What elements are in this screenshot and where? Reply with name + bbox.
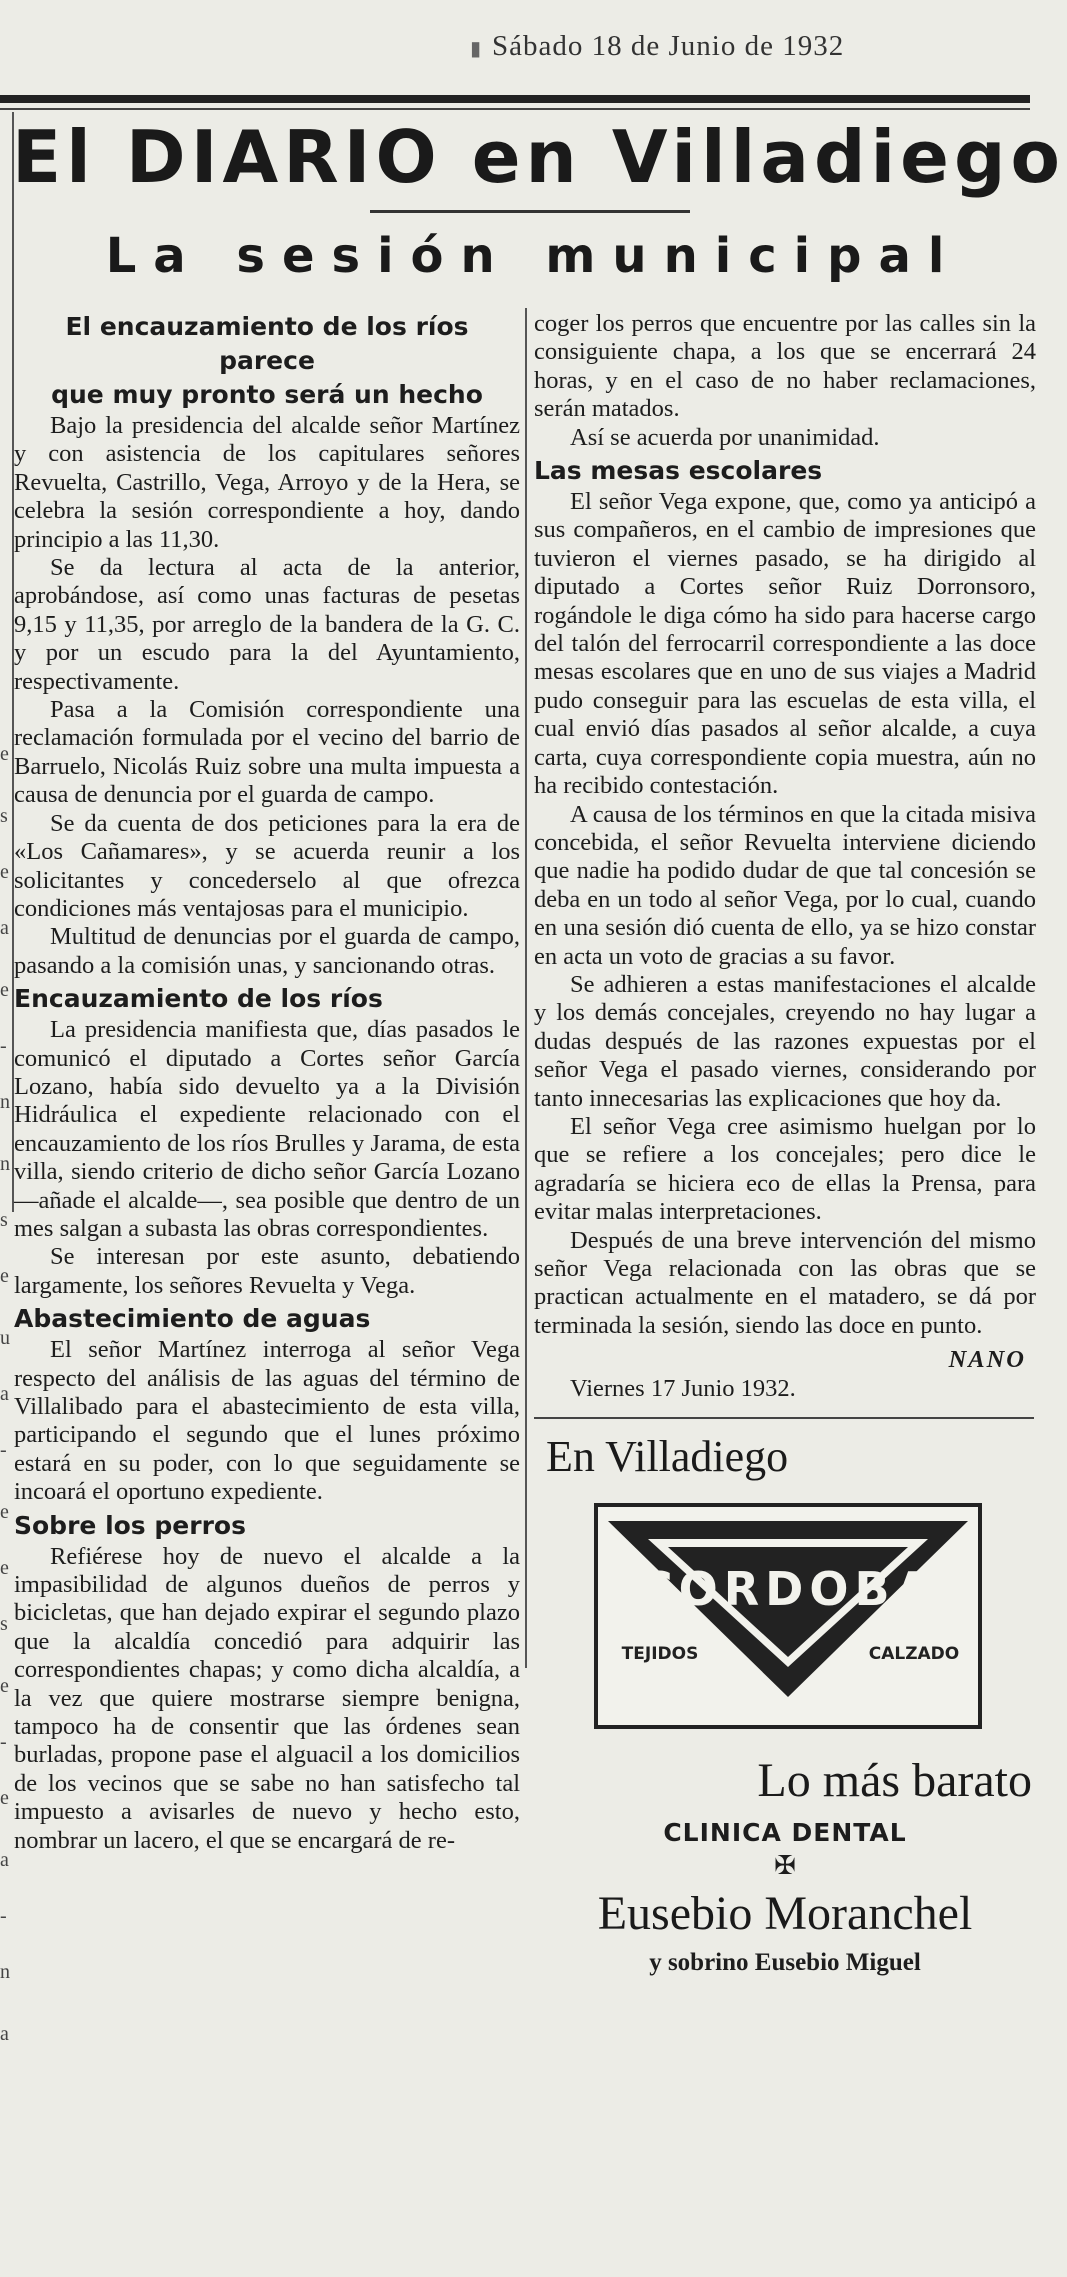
paragraph: El señor Martínez interroga al señor Vega respecto del análisis de las aguas del término de Villalibado para el abastecimiento de esta villa, participando el segundo que el lunes próximo estará en su poder, con lo que seguidamente se incoará el oportuno expediente. <box>14 1336 520 1506</box>
paragraph: Se da lectura al acta de la anterior, aprobándose, así como unas facturas de pesetas 9,15 y 11,35, por arreglo de la bandera de la G. C. y por un escudo para la del Ayuntamiento, respectivamente. <box>14 554 520 695</box>
paragraph: A causa de los términos en que la citada misiva concebida, el señor Revuelta interviene diciendo que nadie ha podido dudar de que tal concesión se deba en un todo al señor Vega, por lo cual, cuando en una sesión dió cuenta de ello, ya se hizo constar en acta un voto de gracias a su favor. <box>534 800 1036 970</box>
paragraph: coger los perros que encuentre por las calles sin la consiguiente chapa, a los que se encerrará 24 horas, y en el caso de no haber reclamaciones, serán matados. <box>534 310 1036 423</box>
paragraph: Bajo la presidencia del alcalde señor Martínez y con asistencia de los capitulares señores Revuelta, Castrillo, Vega, Arroyo y de la Hera, se celebra la sesión correspondiente a hoy, dando principio a las 11,30. <box>14 412 520 553</box>
margin-letter: a <box>0 1849 9 1871</box>
lead-headline <box>14 310 520 412</box>
ad-villadiego-title: En Villadiego <box>546 1432 789 1482</box>
paragraph: Multitud de denuncias por el guarda de campo, pasando a la comisión unas, y sancionando otras. <box>14 923 520 979</box>
masthead-rule <box>370 210 690 213</box>
ad-clinica-dental: CLINICA DENTAL <box>663 1818 907 1848</box>
margin-letter: s <box>0 805 8 827</box>
paragraph: Refiérese hoy de nuevo el alcalde a la impasibilidad de algunos dueños de perros y bicicletas, que han dejado expirar el segundo plazo que la alcaldía concedió para adquirir las correspondientes chapas; y como dicha alcaldía, a la vez que quiere mostrarse siempre benigna, tampoco ha de consentir que las órdenes sean burladas, propone pase el alguacil a los domicilios de los vecinos que se sabe no han satisfecho tal impuesto a avisarles de nuevo y hecho esto, nombrar un lacero, el que se encargará de re- <box>14 1542 520 1854</box>
article-date: Viernes 17 Junio 1932. <box>570 1374 796 1402</box>
heading-encauzamiento: Encauzamiento de los ríos <box>14 984 383 1014</box>
paragraph: La presidencia manifiesta que, días pasados le comunicó el diputado a Cortes señor García Lozano, había sido devuelto ya a la División Hidráulica el expediente relacionado con el encauzamiento de los ríos Brulles y Jarama, de esta villa, siendo criterio de dicho señor García Lozano —añade el alcalde—, sea posible que dentro de un mes salgan a subasta las obras correspondientes. <box>14 1016 520 1242</box>
paragraph: Pasa a la Comisión correspondiente una reclamación formulada por el vecino del barrio de Barruelo, Nicolás Ruiz sobre una multa impuesta a causa de denuncia por el guarda de campo. <box>14 696 520 809</box>
margin-letter: e <box>0 1501 9 1523</box>
calzado-label: CALZADO <box>868 1644 960 1665</box>
paragraph: Se da cuenta de dos peticiones para la era de «Los Cañamares», y se acuerda reunir a los solicitantes y concederselo al que ofrezca condiciones más ventajosas para el municipio. <box>14 809 520 922</box>
paragraph: Se adhieren a estas manifestaciones el alcalde y los demás concejales, creyendo no hay lugar a dudas después de las razones expuestas por el señor Vega el pasado viernes, considerando por tanto innecesarias las explicaciones que hoy da. <box>534 970 1036 1112</box>
top-rule-thin <box>0 108 1030 110</box>
margin-letter: - <box>0 1035 7 1057</box>
paragraph: Después de una breve intervención del mismo señor Vega relacionada con las obras que se practican actualmente en el matadero, se dá por terminada la sesión, siendo las doce en punto. <box>534 1226 1036 1339</box>
lead-headline-line-2: que muy pronto será un hecho <box>51 380 483 409</box>
masthead: El DIARIO en Villadiego <box>12 115 1066 199</box>
heading-mesas: Las mesas escolares <box>534 456 823 486</box>
heading-abastecimiento: Abastecimiento de aguas <box>14 1304 371 1334</box>
margin-letter: n <box>0 1153 10 1175</box>
margin-letter: a <box>0 917 9 939</box>
margin-letter: s <box>0 1613 8 1635</box>
cordoba-ad <box>594 1503 982 1729</box>
dateline <box>470 30 1030 63</box>
margin-letters <box>0 740 12 2076</box>
margin-letter: e <box>0 1675 9 1697</box>
margin-letter: - <box>0 1731 7 1753</box>
margin-letter: - <box>0 1439 7 1461</box>
margin-letter: - <box>0 1905 7 1927</box>
margin-letter: a <box>0 1383 9 1405</box>
paragraph: Así se acuerda por unanimidad. <box>570 423 880 451</box>
margin-letter: e <box>0 979 9 1001</box>
lead-headline-line-1: El encauzamiento de los ríos parece <box>65 312 469 375</box>
margin-letter: e <box>0 743 9 765</box>
margin-letter: u <box>0 1327 10 1349</box>
cordoba-logo-icon <box>598 1507 978 1725</box>
section-title: La sesión municipal <box>105 228 962 284</box>
margin-letter: s <box>0 1209 8 1231</box>
paragraph: Se interesan por este asunto, debatiendo largamente, los señores Revuelta y Vega. <box>14 1243 520 1299</box>
top-rule <box>0 95 1030 103</box>
ad-dentist-name: Eusebio Moranchel <box>597 1887 973 1941</box>
margin-letter: e <box>0 861 9 883</box>
margin-letter: n <box>0 1961 10 1983</box>
ad-divider <box>534 1417 1034 1419</box>
paragraph: El señor Vega cree asimismo huelgan por lo que se refiere a los concejales; pero dice le agradaría se hiciera eco de ellas la Prensa, para evitar malas interpretaciones. <box>534 1112 1036 1226</box>
margin-letter: e <box>0 1265 9 1287</box>
tejidos-label: TEJIDOS <box>621 1644 699 1665</box>
margin-letter: n <box>0 1091 10 1113</box>
heading-perros: Sobre los perros <box>14 1510 246 1540</box>
dental-mark-icon: ✠ <box>774 1851 796 1881</box>
ad-dentist-sub: y sobrino Eusebio Miguel <box>649 1949 921 1977</box>
left-column <box>14 310 520 1855</box>
column-divider <box>525 308 527 1668</box>
margin-letter: a <box>0 2023 9 2045</box>
page-mark-icon: ▮ <box>470 36 483 60</box>
cordoba-logo-text: CORDOBA <box>638 1562 938 1617</box>
signature: NANO <box>948 1346 1026 1374</box>
paragraph: El señor Vega expone, que, como ya anticipó a sus compañeros, en el cambio de impresiones que tuvieron el viernes pasado, se ha dirigido al diputado a Cortes señor Ruiz Dorronsoro, rogándole le diga cómo ha sido para hacerse cargo del talón del ferrocarril correspondiente a las doce mesas escolares que en uno de sus viajes a Madrid pudo conseguir para las escuelas de esta villa, el cual envió días pasados al señor alcalde, a cuya carta, cuya correspondiente copia muestra, aún no ha recibido contestación. <box>534 488 1036 800</box>
ad-lo-mas-barato: Lo más barato <box>757 1754 1032 1808</box>
margin-letter: e <box>0 1787 9 1809</box>
margin-letter: e <box>0 1557 9 1579</box>
right-column <box>534 310 1036 1978</box>
dateline-text: Sábado 18 de Junio de 1932 <box>492 30 845 62</box>
